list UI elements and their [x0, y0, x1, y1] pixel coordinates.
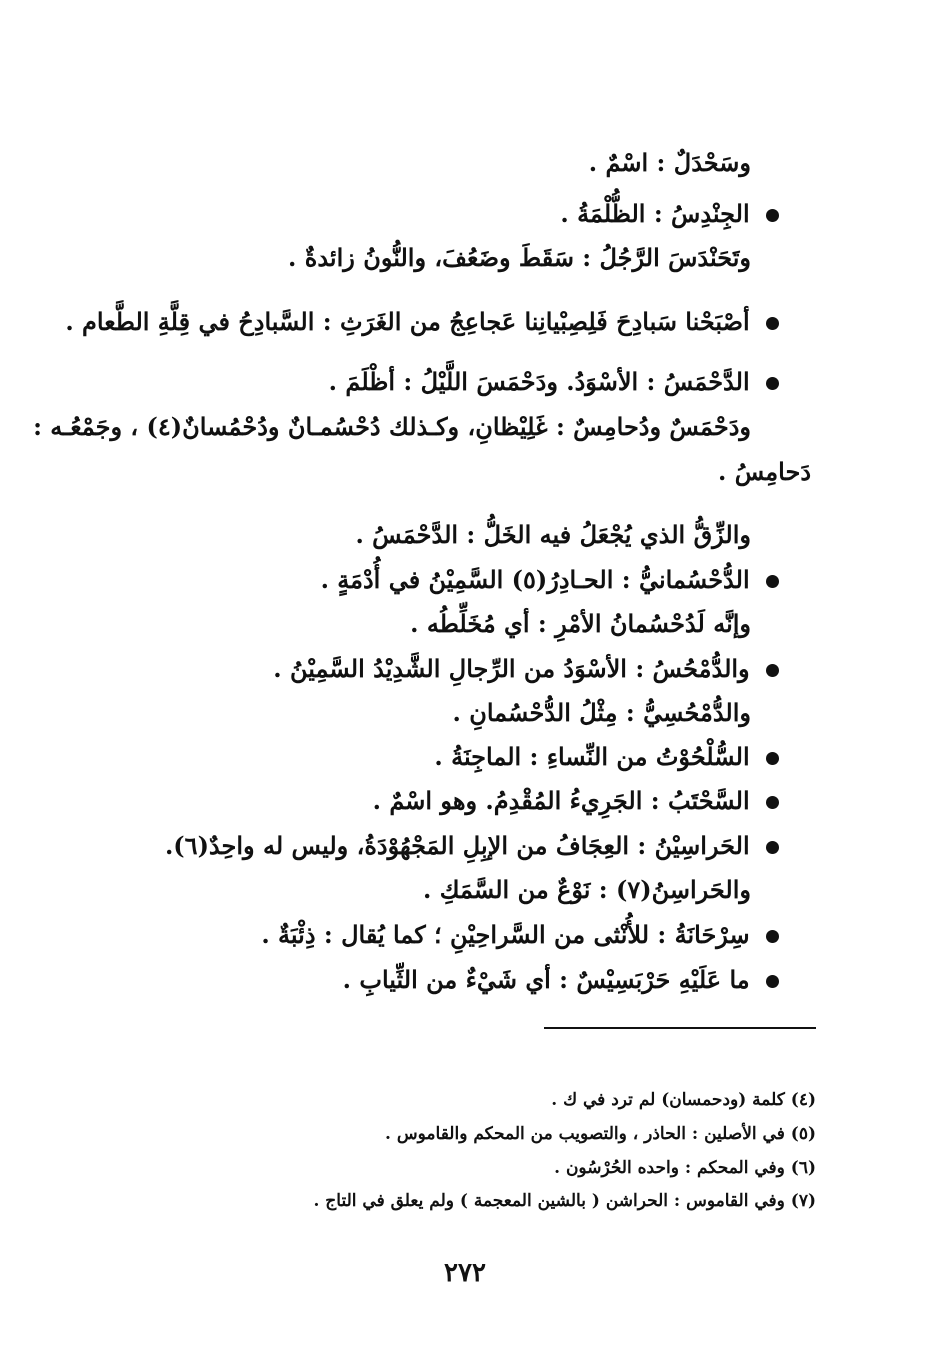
entry-line — [434, 740, 779, 774]
entry-text: دَحامِسُ . — [718, 457, 811, 486]
entry-text: أصْبَحْنا سَبادِحَ فَلِصِبْيانِنا عَجاعِجُ من الغَرَثِ : السَّبادِحُ في قِلَّةِ الطَّعام . — [65, 307, 750, 336]
bullet-icon — [766, 317, 779, 330]
entry-line — [288, 241, 751, 275]
bullet-icon — [766, 752, 779, 765]
footnote-divider — [544, 1027, 816, 1029]
entry-line — [410, 607, 751, 641]
entry-line — [718, 455, 811, 489]
entry-text: والزِّقُّ الذي يُجْعَلُ فيه الخَلُّ : الدَّحْمَسُ . — [355, 520, 751, 549]
bullet-icon — [766, 930, 779, 943]
entry-line — [453, 696, 751, 730]
entry-line — [261, 918, 779, 952]
entry-line — [560, 197, 779, 231]
page-number: ٢٧٢ — [444, 1258, 486, 1288]
entry-line — [343, 963, 779, 997]
entry-line — [423, 873, 751, 907]
bullet-icon — [766, 796, 779, 809]
bullet-icon — [766, 575, 779, 588]
bullet-icon — [766, 209, 779, 222]
entry-text: الحَراسِيْنُ : العِجَافُ من الإبِلِ المَجْهُوْدَةُ، وليس له واحِدٌ(٦). — [164, 831, 750, 860]
entry-text: والدُّمْحُسِيُّ : مِثْلُ الدُّحْسُمانِ . — [452, 698, 751, 727]
footnote: (٧) وفي القاموس : الحراشن ( بالشين المعجمة ) ولم يعلق في التاج . — [313, 1191, 816, 1211]
entry-text: والحَراسِنُ(٧) : نَوْعٌ من السَّمَكِ . — [423, 875, 751, 904]
entry-text: وتَحَنْدَسَ الرَّجُلُ : سَقَطَ وضَعُفَ، والنُّونُ زائدةٌ . — [288, 243, 751, 272]
entry-line — [33, 410, 751, 444]
entry-text: وإنَّه لَدُحْسُمانُ الأمْرِ : أي مُخَلِّطُه . — [410, 609, 751, 638]
entry-text: وسَحْدَلٌ : اسْمٌ . — [588, 148, 751, 177]
bullet-icon — [766, 975, 779, 988]
entry-text: الدَّحْمَسُ : الأسْوَدُ. ودَحْمَسَ اللَّيْلُ : أظْلَمَ . — [328, 367, 750, 396]
entry-text: ودَحْمَسٌ ودُحامِسٌ : غَلِيْظانِ، وكـذلك دُحْسُمـانٌ ودُحْمُسانٌ(٤) ، وجَمْعُـه : — [33, 412, 751, 441]
bullet-icon — [766, 377, 779, 390]
entry-text: سِرْحَانَةُ : للأُنْثى من السَّراحِيْنِ ؛ كما يُقال : ذِئْبَةٌ . — [261, 920, 750, 949]
footnote: (٦) وفي المحكم : واحده الحُرْسُون . — [554, 1158, 816, 1178]
entry-text: ما عَلَيْهِ حَرْبَسِيْسٌ : أي شَيْءٌ من الثِّيابِ . — [342, 965, 750, 994]
entry-text: السَّحْتَبُ : الجَرِيءُ المُقْدِمُ. وهو اسْمٌ . — [372, 786, 750, 815]
entry-text: والدُّمْحُسُ : الأسْوَدُ من الرِّجالِ الشَّدِيْدُ السَّمِيْنُ . — [273, 654, 750, 683]
footnote: (٤) كلمة (ودحمسان) لم ترد في ك . — [551, 1090, 816, 1110]
entry-text: الجِنْدِسُ : الظُّلْمَةُ . — [560, 199, 750, 228]
entry-line — [165, 829, 779, 863]
entry-line — [355, 518, 751, 552]
entry-line — [373, 784, 779, 818]
entry-line — [329, 365, 779, 399]
bullet-icon — [766, 841, 779, 854]
entry-line — [65, 305, 779, 339]
entry-line — [589, 146, 751, 180]
entry-text: الدُّحْسُمانيُّ : الحـادِرُ(٥) السَّمِيْنُ في أُدْمَةٍ . — [320, 565, 750, 594]
entry-text: السُّلْحُوْتُ من النِّساءِ : الماجِنَةُ . — [434, 742, 750, 771]
footnote: (٥) في الأصلين : الحاذر ، والتصويب من المحكم والقاموس . — [385, 1124, 816, 1144]
bullet-icon — [766, 664, 779, 677]
entry-line — [321, 563, 779, 597]
entry-line — [273, 652, 779, 686]
